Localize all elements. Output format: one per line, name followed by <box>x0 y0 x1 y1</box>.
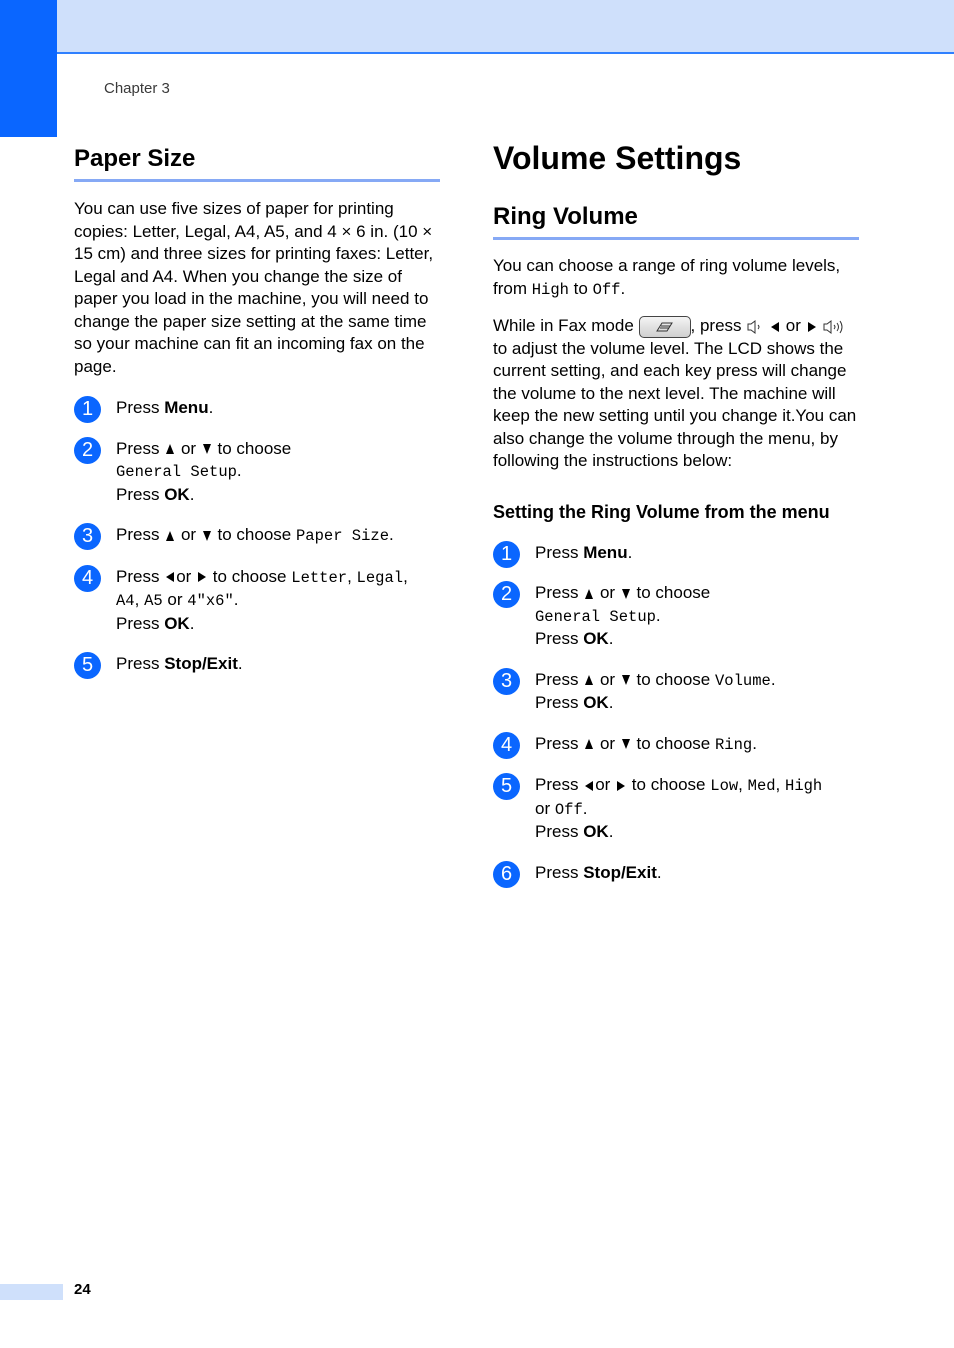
ring-volume-heading: Ring Volume <box>493 203 859 240</box>
left-arrow-icon <box>166 572 174 582</box>
footer-band <box>0 1284 63 1300</box>
step-number-1-icon: 1 <box>74 396 101 423</box>
chapter-tab <box>0 0 57 137</box>
down-arrow-icon <box>203 444 211 454</box>
down-arrow-icon <box>203 531 211 541</box>
ring-volume-intro: You can choose a range of ring volume levels, from High to Off. <box>493 256 841 299</box>
up-arrow-icon <box>585 589 593 599</box>
paper-size-steps <box>74 397 440 676</box>
step-4: 4 Press or to choose Letter, Legal, A4, A5 or 4"x6". Press OK. <box>74 566 440 636</box>
volume-low-icon <box>746 319 764 335</box>
menu-key: Menu <box>164 398 209 417</box>
step-number-3-icon: 3 <box>493 668 520 695</box>
chapter-label: Chapter 3 <box>104 80 170 97</box>
step-3: 3 Press or to choose Paper Size. <box>74 524 440 548</box>
step-number-1-icon: 1 <box>493 541 520 568</box>
ok-key: OK <box>164 613 190 633</box>
down-arrow-icon <box>622 739 630 749</box>
step-5: 5 Press Stop/Exit. <box>74 653 440 676</box>
ok-key: OK <box>164 484 190 504</box>
right-arrow-icon <box>808 322 816 332</box>
right-arrow-icon <box>617 781 625 791</box>
page-number: 24 <box>74 1281 91 1298</box>
stop-exit-key: Stop/Exit <box>164 654 238 673</box>
step-number-3-icon: 3 <box>74 523 101 550</box>
up-arrow-icon <box>166 531 174 541</box>
step-3: 3 Press or to choose Volume. Press OK. <box>493 669 859 715</box>
step-number-5-icon: 5 <box>493 773 520 800</box>
stop-exit-key: Stop/Exit <box>583 862 657 882</box>
step-number-6-icon: 6 <box>493 861 520 888</box>
down-arrow-icon <box>622 589 630 599</box>
step-4: 4 Press or to choose Ring. <box>493 733 859 757</box>
volume-high-icon <box>822 319 846 335</box>
step-number-4-icon: 4 <box>74 565 101 592</box>
paper-size-section <box>74 145 440 676</box>
step-2: 2 Press or to choose General Setup. Press OK. <box>74 438 440 507</box>
step-number-5-icon: 5 <box>74 652 101 679</box>
left-arrow-icon <box>585 781 593 791</box>
volume-settings-heading: Volume Settings <box>493 140 742 176</box>
step-1: 1 Press Menu. <box>493 542 859 565</box>
ok-key: OK <box>583 629 609 649</box>
fax-key-icon <box>639 316 691 338</box>
left-arrow-icon <box>771 322 779 332</box>
step-1: 1 Press Menu. <box>74 397 440 420</box>
ring-volume-steps <box>493 542 859 885</box>
step-number-4-icon: 4 <box>493 732 520 759</box>
volume-settings-section <box>493 140 859 884</box>
step-6: 6 Press Stop/Exit. <box>493 862 859 885</box>
paper-size-heading: Paper Size <box>74 145 440 182</box>
ok-key: OK <box>583 822 609 842</box>
right-arrow-icon <box>198 572 206 582</box>
step-number-2-icon: 2 <box>74 437 101 464</box>
header-band <box>0 0 954 54</box>
ring-volume-menu-heading: Setting the Ring Volume from the menu <box>493 501 830 522</box>
menu-key: Menu <box>583 542 628 562</box>
up-arrow-icon <box>585 675 593 685</box>
ok-key: OK <box>583 693 609 713</box>
up-arrow-icon <box>166 444 174 454</box>
fax-mode-paragraph: While in Fax mode , press or to adjust the volume level. The LCD shows the current setting, and each key press will change the volume to the next level. The machine will keep the new setting until you change it.You can also change the volume through the menu, by following the instructions below: <box>493 316 857 471</box>
up-arrow-icon <box>585 739 593 749</box>
step-2: 2 Press or to choose General Setup. Press OK. <box>493 582 859 651</box>
step-5: 5 Press or to choose Low, Med, High or Off. Press OK. <box>493 774 859 844</box>
down-arrow-icon <box>622 675 630 685</box>
paper-size-intro: You can use five sizes of paper for printing copies: Letter, Legal, A4, A5, and 4 × 6 in. (10 × 15 cm) and three sizes for printing faxes: Letter, Legal and A4. When you change the size of paper you load in the machine, you will need to change the paper size setting at the same time so your machine can fit an incoming fax on the page. <box>74 199 434 376</box>
step-number-2-icon: 2 <box>493 581 520 608</box>
